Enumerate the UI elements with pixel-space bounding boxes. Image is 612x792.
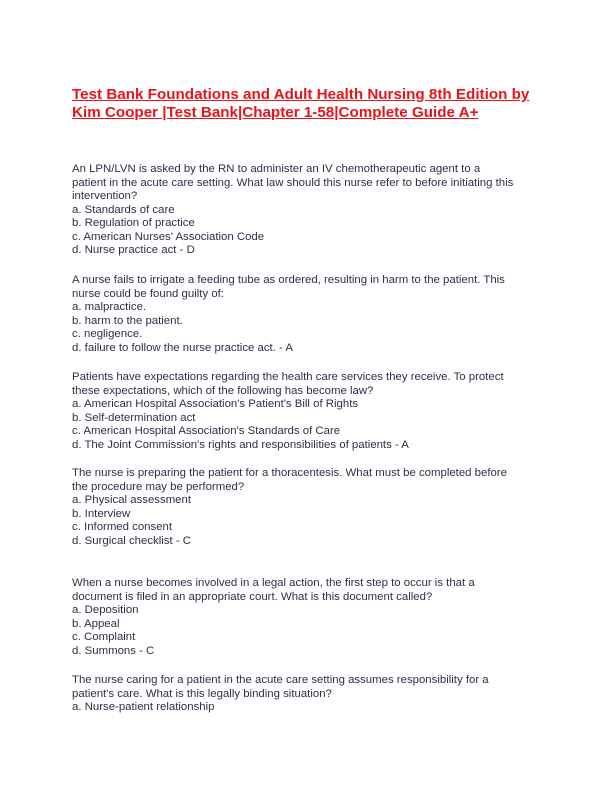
answer-option: a. American Hospital Association's Patient's Bill of Rights	[72, 398, 359, 410]
question-4	[72, 467, 552, 548]
answer-option: c. American Hospital Association's Standards of Care	[72, 425, 341, 437]
answer-option: d. Surgical checklist - C	[72, 534, 192, 547]
question-stem: the procedure may be performed?	[72, 480, 245, 493]
document-title-line: Test Bank Foundations and Adult Health Nursing 8th Edition by	[72, 86, 530, 103]
answer-option: a. Deposition	[72, 604, 139, 616]
question-stem: An LPN/LVN is asked by the RN to administer an IV chemotherapeutic agent to a	[72, 163, 481, 175]
answer-option: b. Self-determination act	[72, 411, 196, 424]
question-stem: these expectations, which of the following has become law?	[72, 384, 374, 397]
question-stem: The nurse is preparing the patient for a thoracentesis. What must be completed before	[72, 467, 507, 479]
question-2	[72, 274, 552, 355]
question-stem: The nurse caring for a patient in the acute care setting assumes responsibility for a	[72, 674, 489, 686]
question-stem: A nurse fails to irrigate a feeding tube as ordered, resulting in harm to the patient. This	[72, 274, 505, 286]
question-1	[72, 163, 552, 258]
question-stem: patient in the acute care setting. What law should this nurse refer to before initiating this	[72, 176, 514, 189]
question-stem: When a nurse becomes involved in a legal action, the first step to occur is that a	[72, 577, 475, 589]
answer-option: c. Informed consent	[72, 521, 173, 533]
answer-option: b. Regulation of practice	[72, 217, 195, 229]
answer-option: c. Complaint	[72, 631, 136, 643]
question-stem: document is filed in an appropriate court. What is this document called?	[72, 590, 433, 603]
question-stem: intervention?	[72, 190, 138, 202]
answer-option: b. harm to the patient.	[72, 314, 183, 327]
question-stem: Patients have expectations regarding the health care services they receive. To protect	[72, 371, 504, 383]
answer-option: d. The Joint Commission's rights and responsibilities of patients - A	[72, 438, 409, 451]
answer-option: d. failure to follow the nurse practice act. - A	[72, 341, 293, 354]
answer-option: d. Nurse practice act - D	[72, 244, 195, 256]
question-3	[72, 371, 552, 452]
document-title	[72, 86, 542, 122]
answer-option: b. Appeal	[72, 617, 120, 630]
answer-option: a. Physical assessment	[72, 494, 192, 506]
document-title-line: Kim Cooper |Test Bank|Chapter 1-58|Complete Guide A+	[72, 104, 479, 121]
answer-option: c. negligence.	[72, 328, 143, 340]
answer-option: d. Summons - C	[72, 644, 155, 657]
question-stem: nurse could be found guilty of:	[72, 287, 224, 300]
question-5	[72, 577, 552, 658]
answer-option: a. Nurse-patient relationship	[72, 701, 215, 713]
question-stem: patient's care. What is this legally binding situation?	[72, 687, 332, 700]
answer-option: a. malpractice.	[72, 301, 147, 313]
question-6	[72, 674, 552, 715]
answer-option: c. American Nurses' Association Code	[72, 230, 265, 243]
answer-option: a. Standards of care	[72, 203, 175, 216]
answer-option: b. Interview	[72, 507, 131, 520]
